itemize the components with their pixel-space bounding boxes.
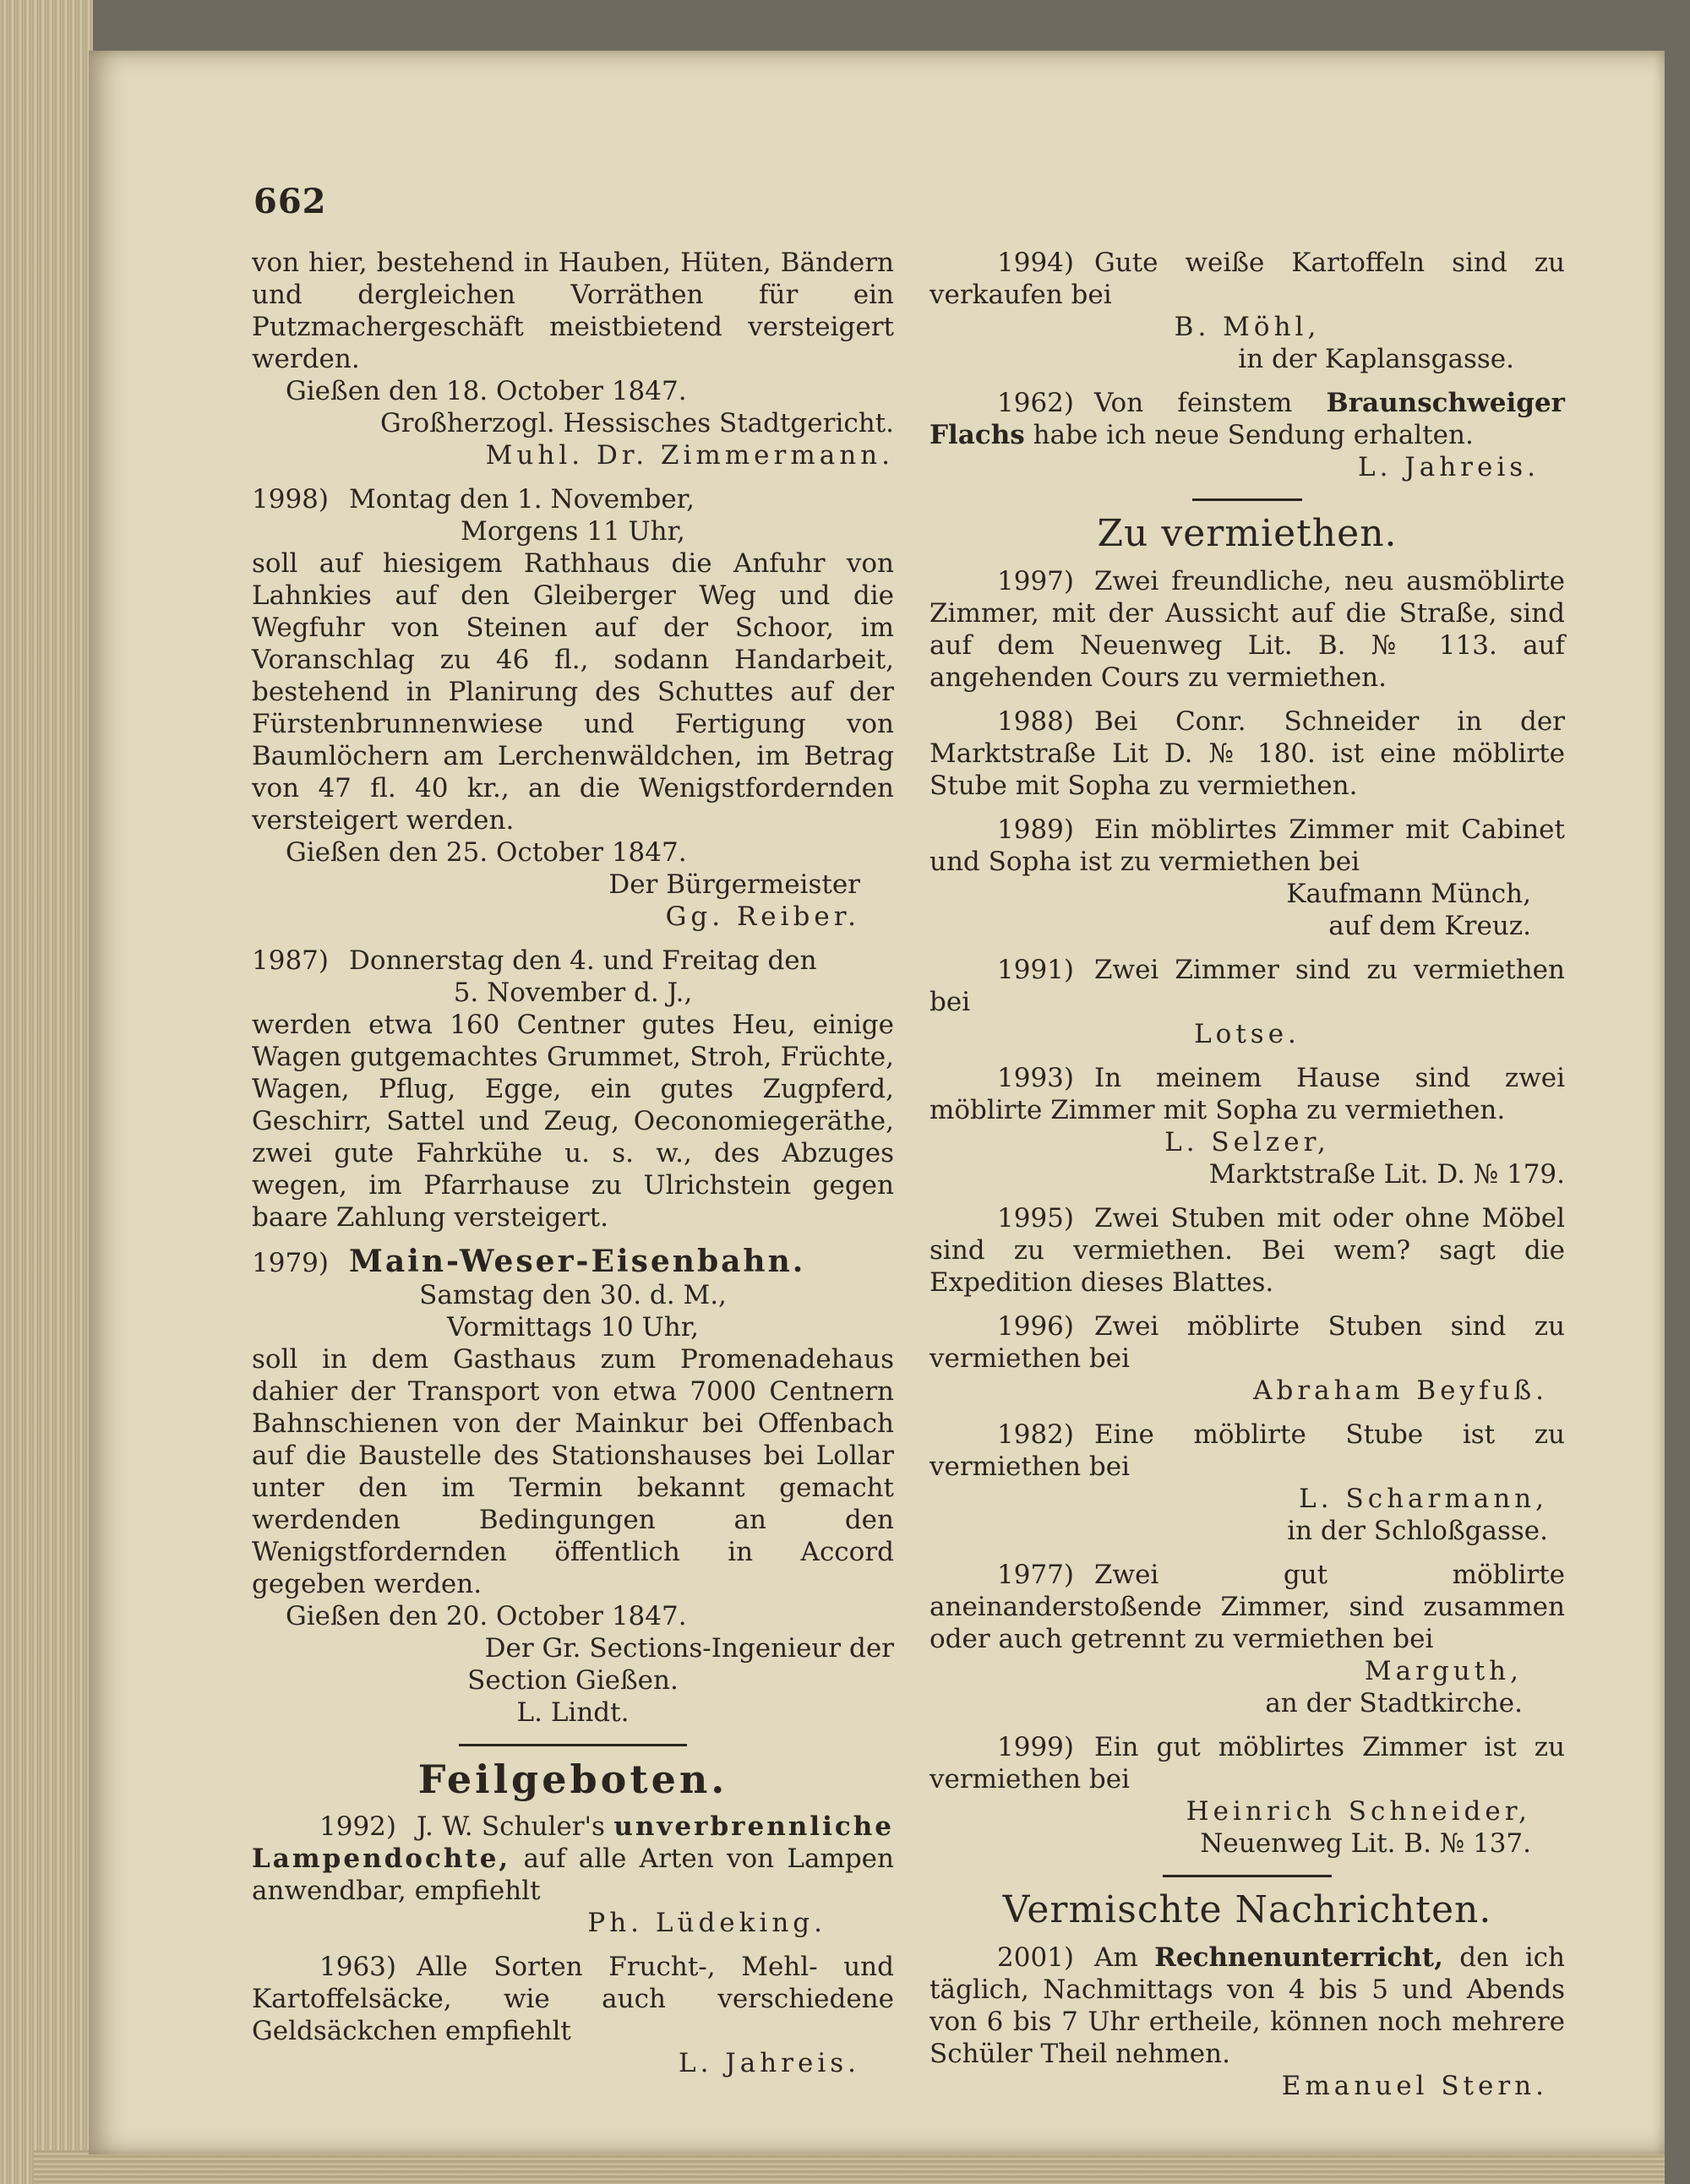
notice-signature: in der Schloßgasse. [1287, 1516, 1548, 1546]
notice-text-part: Am [1094, 1942, 1138, 1973]
notice-text-part: Zwei gut möblirte aneinanderstoßende Zimmer, sind zusammen oder auch getrennt zu vermiethen bei [930, 1560, 1565, 1654]
notice-signature: Section Gießen. [467, 1665, 679, 1696]
notice-signature: Ph. Lüdeking. [587, 1908, 826, 1938]
notice-text [930, 1419, 1565, 1483]
notice-text-part: Bei Conr. Schneider in der Marktstraße Lit D. № 180. ist eine möblirte Stube mit Sopha zu vermiethen. [930, 706, 1565, 801]
book-page-edges [0, 0, 93, 2184]
notice-1996 [930, 1310, 1565, 1407]
notice-1997 [930, 565, 1565, 694]
notice-signature: Muhl. Dr. Zimmermann. [485, 440, 894, 471]
notice-number: 2001) [997, 1942, 1074, 1973]
notice-number: 1992) [319, 1811, 396, 1842]
notice-text [930, 954, 1565, 1018]
notice-text-part: Ein möblirtes Zimmer mit Cabinet und Sopha ist zu vermiethen bei [930, 814, 1565, 877]
left-column [252, 247, 894, 2091]
notice-signature: in der Kaplansgasse. [1238, 344, 1514, 374]
notice-number: 1991) [997, 955, 1074, 985]
notice-signature: Emanuel Stern. [1281, 2071, 1548, 2101]
notice-number: 1999) [997, 1732, 1074, 1762]
notice-number: 1977) [997, 1560, 1074, 1590]
notice-signature: Großherzogl. Hessisches Stadtgericht. [379, 408, 894, 438]
notice-1992 [252, 1811, 894, 1939]
notice-heading [252, 945, 894, 977]
notice-signature: Der Bürgermeister [608, 869, 860, 900]
notice-1989 [930, 814, 1565, 942]
section-title-feilgeboten: Feilgeboten. [417, 1756, 728, 1802]
notice-date: Gießen den 20. October 1847. [286, 1601, 687, 1631]
notice-1979 [252, 1245, 894, 1729]
notice-date: Gießen den 25. October 1847. [286, 837, 687, 868]
notice-number: 1994) [997, 248, 1074, 278]
product-name: unverbrennliche Lampendochte, [252, 1811, 894, 1874]
notice-1982 [930, 1419, 1565, 1547]
notice-number: 1962) [997, 388, 1074, 418]
page-number: 662 [254, 182, 327, 221]
notice-text [930, 1310, 1565, 1375]
notice-number: 1987) [252, 945, 329, 976]
notice-text: soll auf hiesigem Rathhaus die Anfuhr von Lahnkies auf den Gleiberger Weg und die Wegfuhr von Steinen auf der Schoor, im Voranschlag zu 46 fl., sodann Handarbeit, bestehend in Planirung des Schuttes auf der Fürstenbrunnenwiese und Fertigung von Baumlöchern am Lerchenwäldchen, im Betrag von 47 fl. 40 kr., an die Wenigstfordernden versteigert werden. [252, 548, 894, 836]
notice-signature: Gg. Reiber. [665, 901, 860, 932]
notice-1963 [252, 1951, 894, 2079]
notice-signature: L. Selzer, [1164, 1127, 1330, 1157]
course-name: Rechnenunterricht, [1154, 1942, 1443, 1973]
notice-text [930, 1942, 1565, 2070]
notice-text [930, 247, 1565, 311]
section-divider [1192, 498, 1302, 501]
notice-text-part: Gute weiße Kartoffeln sind zu verkaufen bei [930, 248, 1565, 310]
notice-text-part: Zwei freundliche, neu ausmöblirte Zimmer, mit der Aussicht auf die Straße, sind auf dem Neuenweg Lit. B. № 113. auf angehenden Cours zu vermiethen. [930, 566, 1565, 693]
notice-number: 1995) [997, 1203, 1074, 1234]
notice-text [930, 1202, 1565, 1299]
notice-heading-text: Vormittags 10 Uhr, [447, 1312, 699, 1343]
notice-number: 1982) [997, 1419, 1074, 1450]
notice-1993 [930, 1062, 1565, 1190]
notice-text-part: Alle Sorten Frucht-, Mehl- und Kartoffelsäcke, wie auch verschiedene Geldsäckchen empfiehlt [252, 1952, 894, 2046]
notice-1987 [252, 945, 894, 1234]
product-name: Braunschweiger Flachs [930, 388, 1565, 450]
notice-text [930, 565, 1565, 694]
notice-text [930, 1062, 1565, 1126]
notice-heading-text: Montag den 1. November, [349, 484, 695, 515]
notice-text-part: Zwei Zimmer sind zu vermiethen bei [930, 955, 1565, 1017]
section-title-vermischte-nachrichten: Vermischte Nachrichten. [1002, 1888, 1492, 1931]
notice-text [930, 705, 1565, 802]
notice-number: 1997) [997, 566, 1074, 596]
notice-number: 1963) [319, 1952, 396, 1982]
notice-heading [252, 1245, 894, 1279]
notice-heading-text: Donnerstag den 4. und Freitag den [349, 945, 817, 976]
section-divider [459, 1744, 687, 1746]
notice-1962 [930, 387, 1565, 483]
notice-signature: Kaufmann Münch, [1286, 879, 1531, 909]
notice-text: soll in dem Gasthaus zum Promenadehaus dahier der Transport von etwa 7000 Centnern Bahnschienen von der Mainkur bei Offenbach auf die Baustelle des Stationshauses bei Lollar unter den im Termin bekannt gemacht werdenden Bedingungen an den Wenigstfordernden öffentlich in Accord gegeben werden. [252, 1344, 894, 1599]
notice-text-part: In meinem Hause sind zwei möblirte Zimmer mit Sopha zu vermiethen. [930, 1063, 1565, 1125]
notice-text [252, 1951, 894, 2047]
notice-heading [252, 483, 894, 515]
notice-signature: Der Gr. Sections-Ingenieur der [484, 1633, 894, 1664]
notice-2001 [930, 1942, 1565, 2102]
notice-number: 1989) [997, 814, 1074, 845]
section-divider [1163, 1875, 1332, 1877]
notice-signature: L. Lindt. [516, 1697, 630, 1728]
notice-1995 [930, 1202, 1565, 1299]
notice-number: 1993) [997, 1063, 1074, 1093]
section-title-zu-vermiethen: Zu vermiethen. [1097, 512, 1398, 555]
notice-signature: Neuenweg Lit. B. № 137. [1200, 1828, 1531, 1859]
notice-text [930, 1559, 1565, 1655]
notice-intro [252, 247, 894, 471]
notice-number: 1988) [997, 706, 1074, 737]
notice-text-part: Ein gut möblirtes Zimmer ist zu vermiethen bei [930, 1732, 1565, 1795]
notice-signature: Lotse. [1194, 1019, 1300, 1049]
notice-1988 [930, 705, 1565, 802]
notice-number: 1996) [997, 1311, 1074, 1342]
notice-text: werden etwa 160 Centner gutes Heu, einige Wagen gutgemachtes Grummet, Stroh, Früchte, Wagen, Pflug, Egge, ein gutes Zugpferd, Geschirr, Sattel und Zeug, Oeconomiegeräthe, zwei gute Fahrkühe u. s. w., des Abzuges wegen, im Pfarrhause zu Ulrichstein gegen baare Zahlung versteigert. [252, 1010, 894, 1233]
notice-1977 [930, 1559, 1565, 1719]
notice-text-part: Eine möblirte Stube ist zu vermiethen bei [930, 1419, 1565, 1482]
notice-text-part: Von feinstem [1094, 388, 1293, 418]
book-bottom-edges [34, 2150, 1665, 2184]
notice-signature: auf dem Kreuz. [1328, 911, 1531, 941]
notice-date: Gießen den 18. October 1847. [286, 376, 687, 406]
notice-text [930, 814, 1565, 878]
notice-text-part: Zwei möblirte Stuben sind zu vermiethen bei [930, 1311, 1565, 1374]
notice-number: 1979) [252, 1248, 329, 1278]
notice-1998 [252, 483, 894, 933]
right-column [930, 247, 1565, 2114]
notice-signature: Marguth, [1364, 1656, 1523, 1686]
notice-text-part: Zwei Stuben mit oder ohne Möbel sind zu vermiethen. Bei wem? sagt die Expedition dieses Blattes. [930, 1203, 1565, 1298]
notice-text [930, 1731, 1565, 1795]
notice-text-part: J. W. Schuler's [417, 1811, 605, 1842]
notice-signature: an der Stadtkirche. [1265, 1688, 1523, 1718]
notice-number: 1998) [252, 484, 329, 515]
notice-signature: Heinrich Schneider, [1186, 1796, 1531, 1827]
notice-signature: L. Jahreis. [1357, 452, 1540, 482]
notice-heading-text: Samstag den 30. d. M., [419, 1280, 727, 1310]
notice-text-part: habe ich neue Sendung erhalten. [1033, 420, 1474, 450]
notice-heading-text: Morgens 11 Uhr, [461, 516, 685, 547]
notice-1994 [930, 247, 1565, 375]
notice-text [252, 1811, 894, 1907]
notice-signature: L. Scharmann, [1299, 1484, 1548, 1514]
notice-heading-text: 5. November d. J., [453, 978, 693, 1008]
notice-1999 [930, 1731, 1565, 1860]
notice-text-part: auf alle Arten von Lampen anwendbar, empfiehlt [252, 1844, 894, 1906]
notice-title: Main-Weser-Eisenbahn. [349, 1244, 806, 1279]
notice-signature: L. Jahreis. [678, 2048, 860, 2078]
notice-text [930, 387, 1565, 451]
notice-signature: Marktstraße Lit. D. № 179. [1208, 1159, 1565, 1190]
notice-text: von hier, bestehend in Hauben, Hüten, Bändern und dergleichen Vorräthen für ein Putzmachergeschäft meistbietend versteigert werden. [252, 248, 894, 374]
notice-signature: B. Möhl, [1174, 312, 1321, 342]
notice-text-part: den ich täglich, Nachmittags von 4 bis 5 und Abends von 6 bis 7 Uhr ertheile, können noch mehrere Schüler Theil nehmen. [930, 1942, 1565, 2069]
notice-1991 [930, 954, 1565, 1050]
notice-signature: Abraham Beyfuß. [1253, 1375, 1548, 1406]
